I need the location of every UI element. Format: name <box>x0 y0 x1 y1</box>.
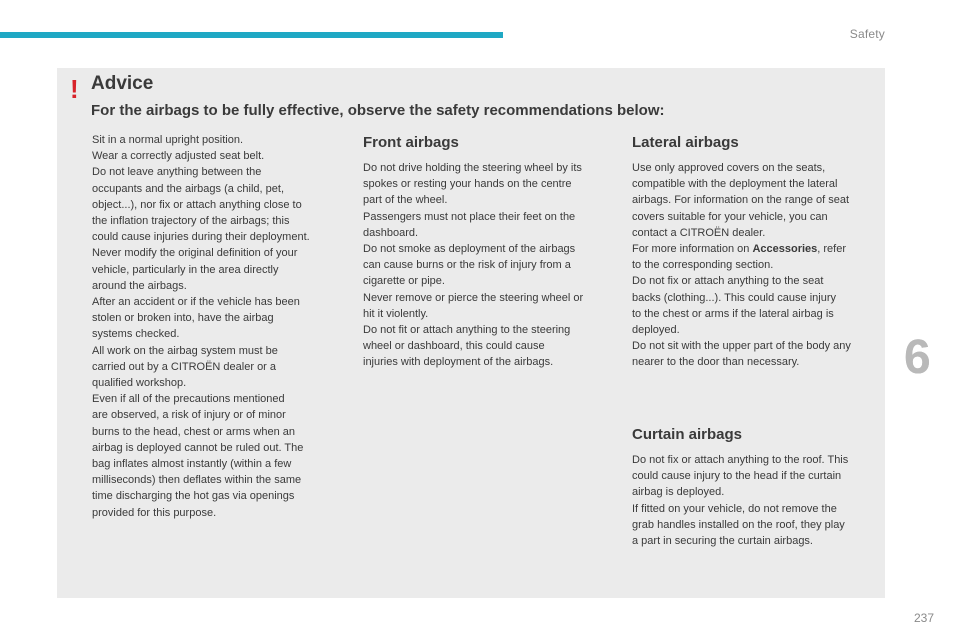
advice-subtitle: For the airbags to be fully effective, observe the safety recommendations below: <box>91 102 665 119</box>
front-airbags-section <box>363 133 618 371</box>
lateral-text-part-1: Use only approved covers on the seats, compatible with the deployment the lateral airbags. For information on the range of seat covers suitable for your vehicle, you can contact a CITROËN dealer. For more information on <box>632 162 850 256</box>
general-advice-column <box>92 132 347 521</box>
front-airbags-text: Do not drive holding the steering wheel by its spokes or resting your hands on the centre part of the wheel. Passengers must not place their feet on the dashboard. Do not smoke as deployment of the airbags can cause burns or the risk of injury from a cigarette or pipe. Never remove or pierce the steering wheel or hit it violently. Do not fit or attach anything to the steering wheel or dashboard, this could cause injuries with deployment of the airbags. <box>363 162 584 369</box>
general-advice-text: Sit in a normal upright position. Wear a correctly adjusted seat belt. Do not leave anything between the occupants and the airbags (a child, pet, object...), nor fix or attach anything close to the inflation trajectory of the airbags; this could cause injuries during their deployment. Never modify the original definition of your vehicle, particularly in the area directly around the airbags. After an accident or if the vehicle has been stolen or broken into, have the airbag systems checked. All work on the airbag system must be carried out by a CITROËN dealer or a qualified workshop. Even if all of the precautions mentioned are observed, a risk of injury or of minor burns to the head, chest or arms when an airbag is deployed cannot be ruled out. The bag inflates almost instantly (within a few milliseconds) then deflates within the same time discharging the hot gas via openings provided for this purpose. <box>92 134 310 519</box>
lateral-text-part-2: , refer to the corresponding section. Do not fix or attach anything to the seat backs (clothing...). This could cause injury to the chest or arms if the lateral airbag is deployed. Do not sit with the upper part of the body any nearer to the door than necessary. <box>632 243 851 369</box>
accessories-term: Accessories <box>752 243 818 256</box>
lateral-airbags-text <box>632 160 882 371</box>
curtain-airbags-heading: Curtain airbags <box>632 426 743 443</box>
curtain-airbags-text: Do not fix or attach anything to the roof. This could cause injury to the head if the curtain airbag is deployed. If fitted on your vehicle, do not remove the grab handles installed on the roof, they play a part in securing the curtain airbags. <box>632 454 849 548</box>
lateral-airbags-section <box>632 133 882 371</box>
front-airbags-heading: Front airbags <box>363 134 459 151</box>
page-number: 237 <box>914 611 935 625</box>
curtain-airbags-section <box>632 425 882 549</box>
exclamation-warning-icon: ! <box>70 74 79 104</box>
section-title: Safety <box>849 27 885 41</box>
header-accent-bar <box>0 32 503 38</box>
chapter-number: 6 <box>904 331 931 384</box>
lateral-airbags-heading: Lateral airbags <box>632 134 739 151</box>
advice-box <box>57 68 885 598</box>
advice-title: Advice <box>91 73 154 94</box>
